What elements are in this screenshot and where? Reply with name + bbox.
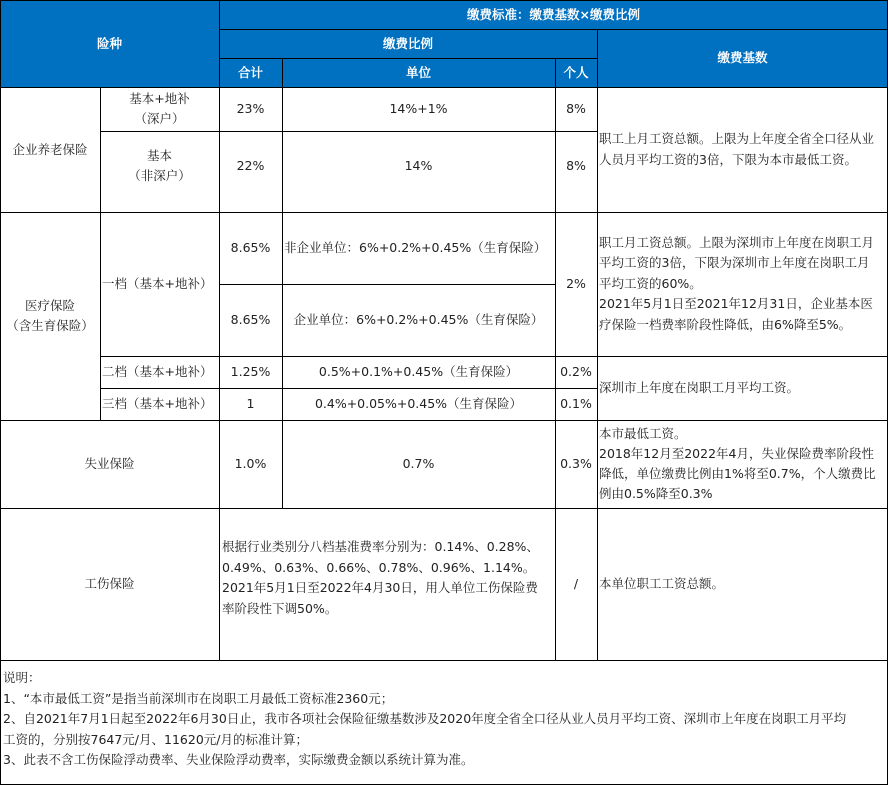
medical-tier1-enterprise-employer: 企业单位：6%+0.2%+0.45%（生育保险） xyxy=(293,312,544,327)
medical-tier3-employer: 0.4%+0.05%+0.45%（生育保险） xyxy=(314,396,523,411)
grid-v-597 xyxy=(597,87,598,660)
grid-v-100 xyxy=(100,87,101,420)
medical-name-line2: （含生育保险） xyxy=(6,318,94,333)
header-base: 缴费基数 xyxy=(597,29,888,87)
header-title-text: 缴费标准：缴费基数×缴费比例 xyxy=(467,6,640,22)
medical-tier3-total: 1 xyxy=(246,396,255,411)
grid-v-282-hdr xyxy=(282,58,283,87)
medical-tier1-base xyxy=(597,212,888,356)
grid-h-58 xyxy=(219,58,597,59)
grid-h-284 xyxy=(219,284,555,285)
pension-base-line1: 职工上月工资总额。上限为上年度全省全口径从业 xyxy=(599,131,875,146)
medical-name xyxy=(0,212,100,420)
header-total: 合计 xyxy=(219,58,282,87)
grid-h-131 xyxy=(100,131,597,132)
medical-tier1-enterprise-total: 8.65% xyxy=(230,312,271,327)
grid-v-555 xyxy=(555,87,556,660)
injury-name: 工伤保险 xyxy=(84,576,135,591)
pension-base-line2: 人员月平均工资的3倍，下限为本市最低工资。 xyxy=(599,151,857,167)
medical-tier2-total: 1.25% xyxy=(230,364,271,379)
pension-sub-feishenhu-line2: （非深户） xyxy=(128,167,191,183)
grid-v-219 xyxy=(219,87,220,660)
header-title xyxy=(219,0,888,29)
medical-tier1-personal: 2% xyxy=(566,276,586,291)
medical-tier1-base-line3: 平均工资的60%。 xyxy=(599,275,702,291)
medical-tier1-label: 一档（基本+地补） xyxy=(102,276,213,291)
notes-item-1: 1、“本市最低工资”是指当前深圳市在岗职工月最低工资标准2360元； xyxy=(3,690,394,706)
injury-personal: / xyxy=(573,576,579,591)
header-personal: 个人 xyxy=(555,58,597,87)
unemployment-employer: 0.7% xyxy=(402,456,435,471)
pension-base xyxy=(597,87,888,212)
medical-tier1-base-line5: 疗保险一档费率阶段性降低，由6%降至5%。 xyxy=(599,316,852,332)
injury-base: 本单位职工工资总额。 xyxy=(599,576,725,591)
pension-shenhu-employer: 14%+1% xyxy=(389,101,448,116)
unemployment-name: 失业保险 xyxy=(84,456,135,471)
medical-tier3-label: 三档（基本+地补） xyxy=(102,396,213,411)
grid-h-29 xyxy=(219,29,888,30)
notes-title: 说明： xyxy=(3,670,41,685)
unemployment-base-line3: 降低，单位缴费比例由1%将至0.7%，个人缴费比 xyxy=(599,466,876,481)
pension-shenhu-total: 23% xyxy=(236,101,265,116)
pension-feishenhu-employer: 14% xyxy=(404,157,433,173)
pension-name: 企业养老保险 xyxy=(12,141,88,157)
medical-tier1-base-line4: 2021年5月1日至2021年12月31日，企业基本医 xyxy=(599,296,873,312)
medical-name-line1: 医疗保险 xyxy=(24,298,75,313)
grid-h-660 xyxy=(0,660,888,661)
injury-rate-line3: 2021年5月1日至2022年4月30日，用人单位工伤保险费 xyxy=(222,580,538,595)
medical-tier1-nonenterprise-employer: 非企业单位：6%+0.2%+0.45%（生育保险） xyxy=(284,240,547,255)
pension-shenhu-personal: 8% xyxy=(566,101,586,116)
notes-item-2-cont: 工资的，分别按7647元/月、11620元/月的标准计算； xyxy=(3,731,308,747)
header-rate: 缴费比例 xyxy=(219,29,597,58)
grid-h-212 xyxy=(0,212,888,213)
pension-feishenhu-total: 22% xyxy=(236,157,265,173)
injury-rate-line1: 根据行业类别分八档基准费率分别为：0.14%、0.28%、 xyxy=(222,539,539,554)
unemployment-base-line2: 2018年12月至2022年4月，失业保险费率阶段性 xyxy=(599,446,874,461)
pension-sub-feishenhu-line1: 基本 xyxy=(146,147,172,163)
medical-tier23-base: 深圳市上年度在岗职工月平均工资。 xyxy=(599,380,800,395)
grid-h-508 xyxy=(0,508,888,509)
border-top xyxy=(0,0,888,1)
medical-tier1-nonenterprise-total: 8.65% xyxy=(230,240,271,255)
medical-tier1-base-line2: 平均工资的3倍，下限为深圳市上年度在岗职工月 xyxy=(599,255,870,271)
unemployment-base-line1: 本市最低工资。 xyxy=(599,426,687,441)
medical-tier2-label: 二档（基本+地补） xyxy=(102,364,213,379)
notes xyxy=(0,660,888,785)
unemployment-base-line4: 例由0.5%降至0.3% xyxy=(599,486,713,501)
unemployment-personal: 0.3% xyxy=(560,456,592,471)
medical-tier1-base-line1: 职工月工资总额。上限为深圳市上年度在岗职工月 xyxy=(599,234,875,250)
pension-sub-shenhu xyxy=(100,87,219,131)
medical-tier2-personal: 0.2% xyxy=(560,364,592,379)
grid-h-420 xyxy=(0,420,888,421)
grid-v-282 xyxy=(282,87,283,508)
grid-h-388 xyxy=(100,388,597,389)
medical-tier2-employer: 0.5%+0.1%+0.45%（生育保险） xyxy=(318,364,519,379)
grid-h-87 xyxy=(0,87,888,88)
pension-feishenhu-personal: 8% xyxy=(566,157,586,173)
notes-item-3: 3、此表不含工伤保险浮动费率、失业保险浮动费率，实际缴费金额以系统计算为准。 xyxy=(3,752,474,767)
injury-rate-line4: 率阶段性下调50%。 xyxy=(222,600,338,616)
injury-rate-line2: 0.49%、0.63%、0.66%、0.78%、0.96%、1.14%。 xyxy=(222,559,536,575)
pension-sub-feishenhu xyxy=(100,131,219,212)
injury-rate xyxy=(219,508,555,660)
medical-tier3-personal: 0.1% xyxy=(560,396,592,411)
grid-v-555-hdr xyxy=(555,58,556,87)
unemployment-base xyxy=(597,420,888,508)
pension-sub-shenhu-line1: 基本+地补 xyxy=(129,91,190,106)
header-employer: 单位 xyxy=(282,58,555,87)
unemployment-total: 1.0% xyxy=(234,456,267,471)
header-insurance-type: 险种 xyxy=(0,0,219,87)
pension-sub-shenhu-line2: （深户） xyxy=(134,111,185,126)
notes-item-2: 2、自2021年7月1日起至2022年6月30日止，我市各项社会保险征缴基数涉及2020年度全省全口径从业人员月平均工资、深圳市上年度在岗职工月平均 xyxy=(3,711,847,726)
grid-v-219-hdr xyxy=(219,0,220,87)
grid-v-597-hdr xyxy=(597,29,598,87)
border-left xyxy=(0,0,1,785)
